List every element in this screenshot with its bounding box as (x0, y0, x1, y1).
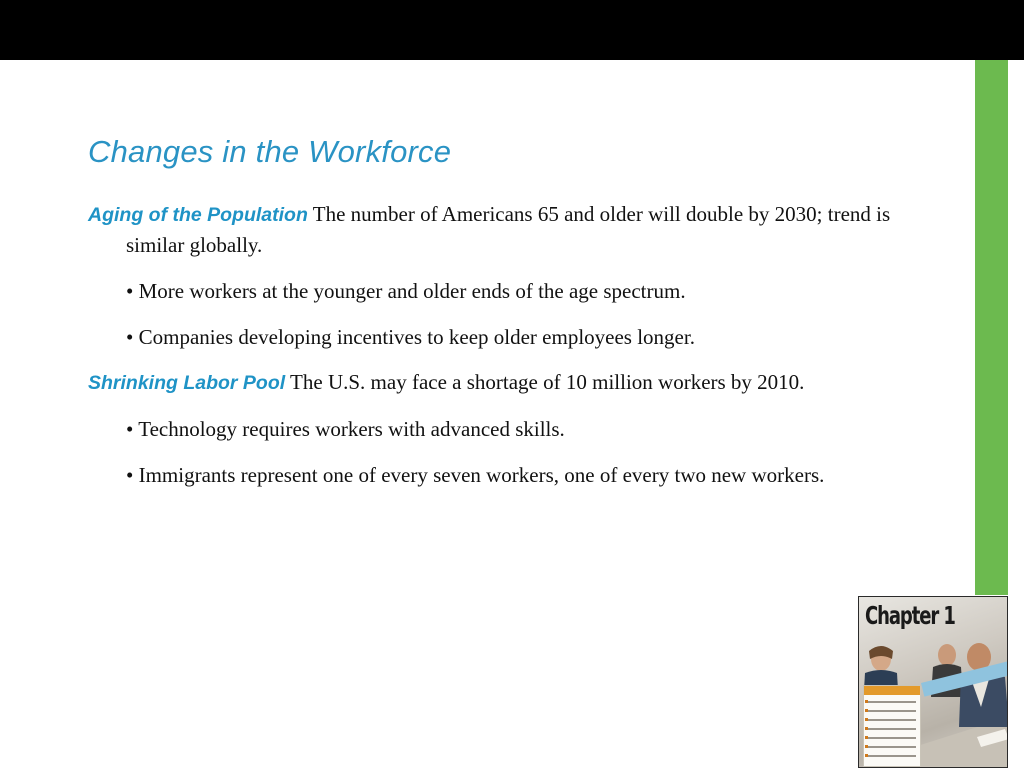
bullet-item: • Technology requires workers with advanced skills. (126, 417, 565, 441)
list-item (868, 755, 916, 757)
list-item (868, 728, 916, 730)
slide-title: Changes in the Workforce (88, 134, 452, 169)
cover-sidebar-tab (864, 686, 920, 695)
cover-sidebar (863, 685, 921, 767)
top-bar (0, 0, 1024, 60)
section-text: The number of Americans 65 and older will double by 2030; trend is similar globally. (126, 202, 891, 257)
cover-title: Chapter 1 (865, 601, 955, 630)
list-item (868, 701, 916, 703)
list-item (868, 746, 916, 748)
section-text: The U.S. may face a shortage of 10 million workers by 2010. (290, 370, 805, 394)
list-item (868, 719, 916, 721)
section-heading: Shrinking Labor Pool (88, 372, 286, 394)
slide-body (88, 199, 938, 506)
bullet-item: • Immigrants represent one of every seven workers, one of every two new workers. (126, 463, 825, 487)
section-aging (88, 199, 938, 260)
book-cover-image (858, 596, 1008, 768)
bullet-item: • Companies developing incentives to keep older employees longer. (126, 325, 695, 349)
list-item (868, 737, 916, 739)
list-item (868, 710, 916, 712)
section-labor-pool (88, 367, 938, 398)
section-heading: Aging of the Population (88, 204, 308, 226)
accent-stripe (975, 60, 1008, 595)
bullet-item: • More workers at the younger and older ends of the age spectrum. (126, 279, 686, 303)
